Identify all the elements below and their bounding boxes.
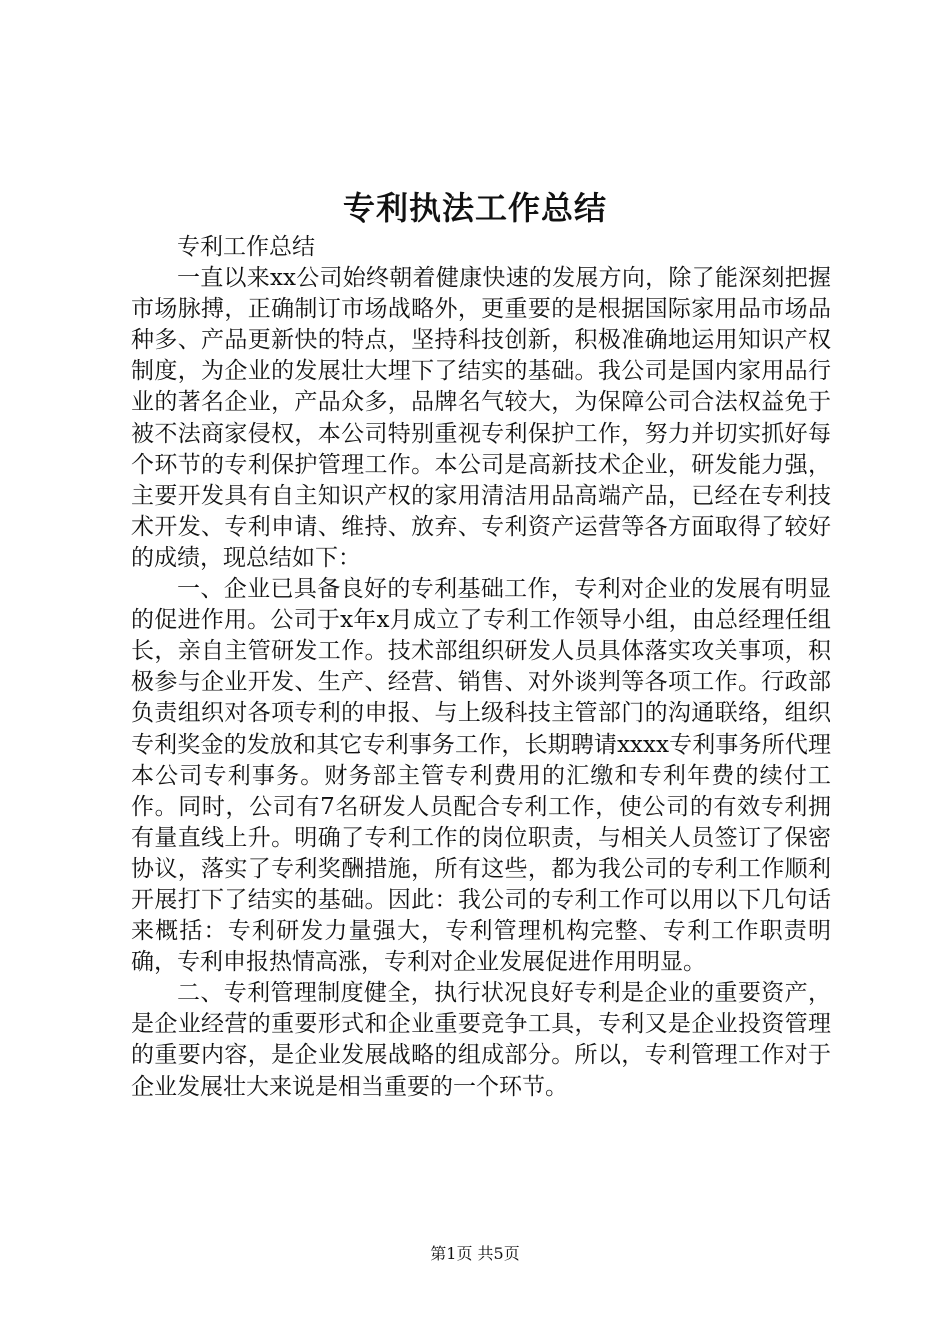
paragraph-section-two: 二、专利管理制度健全，执行状况良好专利是企业的重要资产，是企业经营的重要形式和企业重要竞争工具，专利又是企业投资管理的重要内容，是企业发展战略的组成部分。所以，专利管理工作对于企业发展壮大来说是相当重要的一个环节。 xyxy=(131,980,831,1100)
paragraph-subtitle: 专利工作总结 xyxy=(177,234,315,260)
document-title: 专利执法工作总结 xyxy=(342,189,607,227)
paragraph-section-one: 一、企业已具备良好的专利基础工作，专利对企业的发展有明显的促进作用。公司于x年x月成立了专利工作领导小组，由总经理任组长，亲自主管研发工作。技术部组织研发人员具体落实攻关事项，积极参与企业开发、生产、经营、销售、对外谈判等各项工作。行政部负责组织对各项专利的申报、与上级科技主管部门的沟通联络，组织专利奖金的发放和其它专利事务工作，长期聘请xxxx专利事务所代理本公司专利事务。财务部主管专利费用的汇缴和专利年费的续付工作。同时，公司有7名研发人员配合专利工作，使公司的有效专利拥有量直线上升。明确了专利工作的岗位职责，与相关人员签订了保密协议，落实了专利奖酬措施，所有这些，都为我公司的专利工作顺利开展打下了结实的基础。因此：我公司的专利工作可以用以下几句话来概括：专利研发力量强大，专利管理机构完整、专利工作职责明确，专利申报热情高涨，专利对企业发展促进作用明显。 xyxy=(131,576,831,976)
paragraph-intro: 一直以来xx公司始终朝着健康快速的发展方向，除了能深刻把握市场脉搏，正确制订市场战略外，更重要的是根据国际家用品市场品种多、产品更新快的特点，坚持科技创新，积极准确地运用知识产权制度，为企业的发展壮大埋下了结实的基础。我公司是国内家用品行业的著名企业，产品众多，品牌名气较大，为保障公司合法权益免于被不法商家侵权，本公司特别重视专利保护工作，努力并切实抓好每个环节的专利保护管理工作。本公司是高新技术企业，研发能力强，主要开发具有自主知识产权的家用清洁用品高端产品，已经在专利技术开发、专利申请、维持、放弃、专利资产运营等各方面取得了较好的成绩，现总结如下： xyxy=(131,265,831,571)
page-number-footer: 第1页 共5页 xyxy=(430,1244,520,1263)
document-body xyxy=(131,232,831,1103)
